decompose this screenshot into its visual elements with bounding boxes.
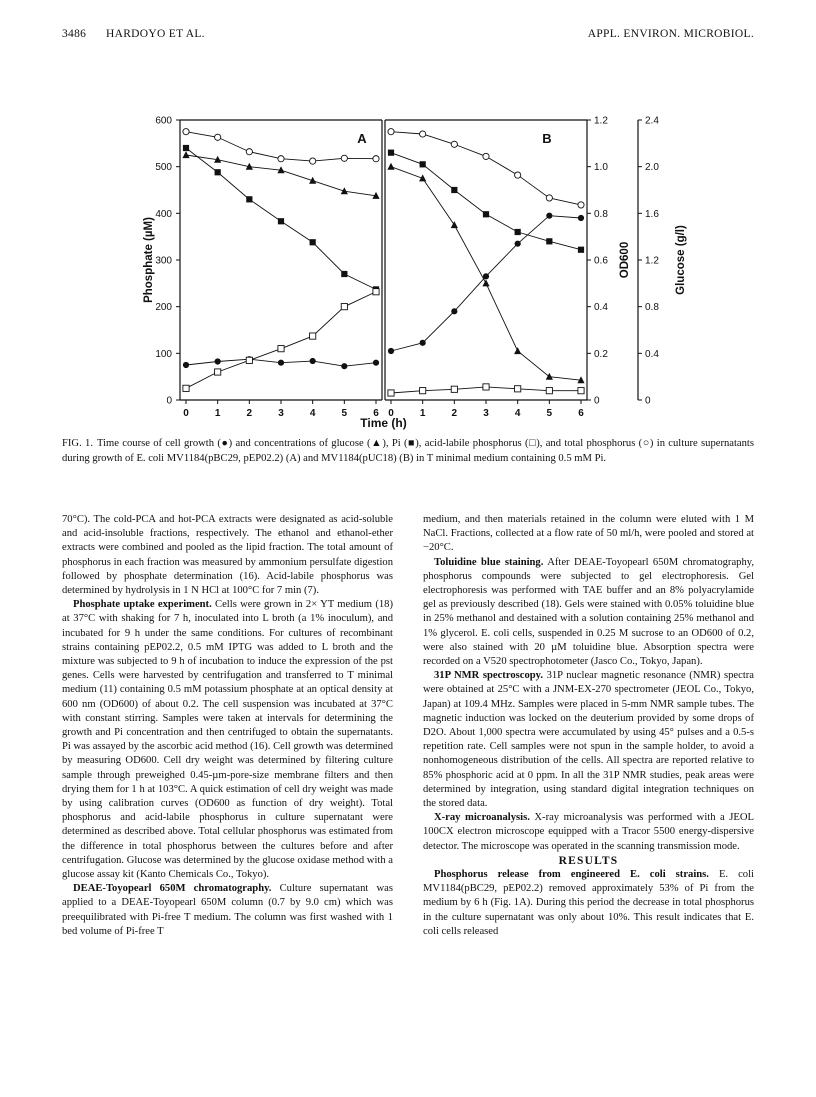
paragraph-text: medium, and then materials retained in the column were eluted with 1 M NaCl. Fractions, collected at a flow rate of 50 ml/h, were pooled and stored at −20°C. bbox=[423, 514, 754, 554]
caption-label: FIG. 1. bbox=[62, 438, 93, 449]
y-tick-label: 1.2 bbox=[645, 255, 659, 267]
cell-growth-point bbox=[310, 358, 316, 364]
right-column bbox=[423, 513, 754, 939]
total-phosphorus-point bbox=[373, 156, 379, 162]
paragraph bbox=[62, 598, 393, 882]
acid-labile-phosphorus-point bbox=[546, 388, 552, 394]
x-tick-label: 0 bbox=[183, 408, 189, 419]
y-tick-label: 1.2 bbox=[594, 115, 608, 127]
glucose-point bbox=[451, 221, 458, 228]
acid-labile-phosphorus-point bbox=[183, 385, 189, 391]
y-tick-label: 500 bbox=[155, 162, 172, 174]
y-tick-label: 0 bbox=[594, 395, 600, 407]
paragraph-heading: Toluidine blue staining. bbox=[434, 556, 544, 568]
acid-labile-phosphorus-point bbox=[278, 346, 284, 352]
glucose-point bbox=[419, 174, 426, 181]
y-axis-title-glucose: Glucose (g/l) bbox=[675, 225, 687, 295]
pi-point bbox=[183, 145, 189, 151]
paragraph-heading: X-ray microanalysis. bbox=[434, 812, 530, 824]
total-phosphorus-point bbox=[278, 156, 284, 162]
x-tick-label: 2 bbox=[246, 408, 253, 419]
x-tick-label: 4 bbox=[514, 408, 521, 419]
pi-point bbox=[451, 187, 457, 193]
paragraph-text: Cells were grown in 2× YT medium (18) at 37°C with shaking for 7 h, inoculated into L broth (a 1% inoculum), and incubated for 9 h under the same conditions. For cultures of recombinant strains containing pEP02.2, 0.5 mM IPTG was added to L broth and the mixture was subjected to 9 h of incubation to induce the expression of the pst genes. Cells were harvested by centrifugation and transferred to T minimal medium (11) containing 0.5 mM potassium phosphate at an optical density at 600 nm (OD600) of about 0.2. The cell suspension was incubated at 37°C with constant stirring. Samples were taken at intervals for determining the growth and Pi concentration and then centrifuged to obtain the supernatants. Pi was assayed by the ascorbic acid method (16). Cell growth was determined by measuring OD600. Cell dry weight was determined by filtering culture sample through preweighed 0.45-µm-pore-size membrane filters and then drying them for 1 h at 103°C. A quick estimation of cell dry weight was made by using calibration curves (OD600 as function of dry weight). Total phosphorus and acid-labile phosphorus in culture supernatant were determined as described above. Total cellular phosphorus was estimated from the difference in total phosphorus between the cultures before and after centrifugation. Glucose was determined by the glucose oxidase method with a glucose assay kit (Kanto Chemicals Co., Tokyo). bbox=[62, 599, 393, 881]
paragraph bbox=[423, 556, 754, 670]
y-tick-label: 1.0 bbox=[594, 162, 608, 174]
paragraph-text: After DEAE-Toyopearl 650M chromatography, phosphorus compounds were subjected to gel electrophoresis. Gel electrophoresis was performed with TAE buffer and an 8% polyacrylamide gel as previously described (18). Gels were stained with 0.05% toluidine blue in 25% methanol and destained with a solution containing 25% methanol and 1% glycerol. E. coli cells, suspended in 0.25 M sucrose to an OD600 of 0.2, were also stained with 20 µM toluidine blue. Absorption spectra were recorded on a V520 spectrophotometer (Jasco Co., Tokyo, Japan). bbox=[423, 556, 754, 668]
paragraph bbox=[423, 513, 754, 556]
x-tick-label: 5 bbox=[341, 408, 348, 419]
y-tick-label: 0.8 bbox=[645, 302, 659, 314]
total-phosphorus-point bbox=[246, 149, 252, 155]
figure-1-chart bbox=[0, 0, 816, 430]
x-axis-title: Time (h) bbox=[360, 416, 407, 430]
paragraph-text: Culture supernatant was applied to a DEAE-Toyopearl 650M column (0.7 by 9.0 cm) which was preequilibrated with Pi-free T medium. The column was first washed with 1 bed volume of Pi-free T bbox=[62, 883, 393, 937]
acid-labile-phosphorus-point bbox=[515, 386, 521, 392]
cell-growth-point bbox=[515, 241, 521, 247]
left-column bbox=[62, 513, 393, 939]
panel-label-a: A bbox=[357, 131, 367, 146]
x-tick-label: 6 bbox=[373, 408, 379, 419]
y-tick-label: 300 bbox=[155, 255, 172, 267]
cell-growth-point bbox=[546, 213, 552, 219]
y-axis-title-od600: OD600 bbox=[619, 241, 631, 279]
figure-caption bbox=[62, 437, 754, 466]
paragraph-text: E. coli MV1184(pBC29, pEP02.2) removed approximately 53% of Pi from the medium by 6 h (Fig. 1A). During this period the decrease in total phosphorus in the culture supernatant was only about 10%. This result indicates that E. coli cells released bbox=[423, 869, 754, 937]
cell-growth-point bbox=[278, 360, 284, 366]
pi-point bbox=[246, 196, 252, 202]
y-tick-label: 2.0 bbox=[645, 162, 659, 174]
acid-labile-phosphorus-point bbox=[483, 384, 489, 390]
total-phosphorus-point bbox=[451, 141, 457, 147]
total-phosphorus-line bbox=[391, 132, 581, 205]
pi-point bbox=[515, 229, 521, 235]
cell-growth-point bbox=[373, 360, 379, 366]
y-tick-label: 2.4 bbox=[645, 115, 659, 127]
total-phosphorus-point bbox=[546, 195, 552, 201]
paragraph-heading: Phosphate uptake experiment. bbox=[73, 599, 212, 611]
caption-text: Time course of cell growth (●) and concentrations of glucose (▲), Pi (■), acid-labile phosphorus (□), and total phosphorus (○) in culture supernatants during growth of E. coli MV1184(pBC29, pEP02.2) (A) and MV1184(pUC18) (B) in T minimal medium containing 0.5 mM Pi. bbox=[62, 438, 754, 464]
cell-growth-point bbox=[215, 358, 221, 364]
journal-name: APPL. ENVIRON. MICROBIOL. bbox=[587, 28, 754, 40]
paragraph bbox=[423, 811, 754, 854]
total-phosphorus-point bbox=[388, 129, 394, 135]
acid-labile-phosphorus-point bbox=[420, 388, 426, 394]
acid-labile-phosphorus-point bbox=[578, 388, 584, 394]
y-tick-label: 400 bbox=[155, 208, 172, 220]
total-phosphorus-point bbox=[515, 172, 521, 178]
acid-labile-phosphorus-point bbox=[341, 304, 347, 310]
pi-point bbox=[341, 271, 347, 277]
glucose-point bbox=[482, 279, 489, 286]
cell-growth-point bbox=[483, 273, 489, 279]
paragraph bbox=[423, 669, 754, 811]
cell-growth-point bbox=[341, 363, 347, 369]
acid-labile-phosphorus-point bbox=[310, 333, 316, 339]
glucose-point bbox=[546, 373, 553, 380]
y-tick-label: 0 bbox=[166, 395, 172, 407]
y-tick-label: 0.8 bbox=[594, 208, 608, 220]
y-tick-label: 1.6 bbox=[645, 208, 659, 220]
cell-growth-point bbox=[183, 362, 189, 368]
panel-label-b: B bbox=[542, 131, 552, 146]
pi-point bbox=[278, 218, 284, 224]
paragraph-heading: 31P NMR spectroscopy. bbox=[434, 670, 544, 682]
paragraph-text: 31P nuclear magnetic resonance (NMR) spectra were obtained at 25°C with a JNM-EX-270 spectrometer (JEOL Co., Tokyo, Japan) at 109.4 MHz. Samples were placed in 5-mm NMR sample tubes. The magnetic induction was locked on the deuterium provided by some drops of D2O. About 1,000 spectra were accumulated by using 45° pulses and a 0.5-s repetition rate. Cell samples were not spun in the sample holder, to avoid a nonhomogeneous distribution of the cells. All spectra are reported relative to 85% phosphoric acid at 0 ppm. In all the 31P NMR studies, peak areas were determined by integration, using standard digital integration techniques on the stored data. bbox=[423, 670, 754, 810]
y-tick-label: 200 bbox=[155, 302, 172, 314]
y-tick-label: 0 bbox=[645, 395, 651, 407]
acid-labile-phosphorus-point bbox=[373, 289, 379, 295]
y-tick-label: 0.2 bbox=[594, 348, 608, 360]
total-phosphorus-point bbox=[183, 129, 189, 135]
acid-labile-phosphorus-point bbox=[388, 390, 394, 396]
paragraph bbox=[423, 868, 754, 939]
acid-labile-phosphorus-point bbox=[246, 357, 252, 363]
y-tick-label: 0.4 bbox=[645, 348, 659, 360]
pi-point bbox=[483, 211, 489, 217]
paragraph bbox=[62, 882, 393, 939]
pi-point bbox=[420, 161, 426, 167]
glucose-point bbox=[387, 163, 394, 170]
paragraph-text: X-ray microanalysis was performed with a JEOL 100CX electron microscope equipped with a Tracor 5500 energy-dispersive detector. The microscope was operated in the scanning transmission mode. bbox=[423, 812, 754, 852]
x-tick-label: 2 bbox=[451, 408, 458, 419]
pi-point bbox=[388, 150, 394, 156]
total-phosphorus-point bbox=[483, 153, 489, 159]
glucose-point bbox=[182, 151, 189, 158]
pi-point bbox=[546, 238, 552, 244]
paragraph-heading: Phosphorus release from engineered E. coli strains. bbox=[434, 869, 709, 881]
cell-growth-point bbox=[388, 348, 394, 354]
y-tick-label: 600 bbox=[155, 115, 172, 127]
total-phosphorus-point bbox=[578, 202, 584, 208]
running-authors: HARDOYO ET AL. bbox=[106, 28, 205, 40]
total-phosphorus-point bbox=[310, 158, 316, 164]
cell-growth-point bbox=[451, 308, 457, 314]
pi-point bbox=[215, 169, 221, 175]
x-tick-label: 5 bbox=[546, 408, 553, 419]
x-tick-label: 0 bbox=[388, 408, 394, 419]
pi-point bbox=[578, 247, 584, 253]
paragraph-heading: DEAE-Toyopearl 650M chromatography. bbox=[73, 883, 272, 895]
y-tick-label: 100 bbox=[155, 348, 172, 360]
y-tick-label: 0.6 bbox=[594, 255, 608, 267]
section-heading-results: RESULTS bbox=[558, 854, 619, 867]
total-phosphorus-point bbox=[215, 134, 221, 140]
y-tick-label: 0.4 bbox=[594, 302, 608, 314]
page-number: 3486 bbox=[62, 28, 87, 40]
paragraph-text: 70°C). The cold-PCA and hot-PCA extracts were designated as acid-soluble and acid-insoluble fractions, respectively. The ethanol and ethanol-ether extracts were combined and pooled as the lipid fraction. The total amount of phosphorus in each fraction was measured by ammonium persulfate digestion followed by phosphate determination (16). Acid-labile phosphorus was determined by hydrolysis in 1 N HCl at 100°C for 7 min (7). bbox=[62, 514, 393, 597]
pi-point bbox=[310, 239, 316, 245]
glucose-point bbox=[514, 347, 521, 354]
x-tick-label: 3 bbox=[483, 408, 489, 419]
paragraph bbox=[62, 513, 393, 598]
x-tick-label: 4 bbox=[309, 408, 316, 419]
total-phosphorus-point bbox=[420, 131, 426, 137]
cell-growth-point bbox=[578, 215, 584, 221]
total-phosphorus-point bbox=[341, 155, 347, 161]
Pi-line bbox=[391, 153, 581, 250]
y-axis-title-phosphate: Phosphate (µM) bbox=[143, 217, 155, 303]
x-tick-label: 1 bbox=[419, 408, 426, 419]
cell-growth-point bbox=[420, 340, 426, 346]
acid-labile-phosphorus-point bbox=[215, 369, 221, 375]
x-tick-label: 6 bbox=[578, 408, 584, 419]
x-tick-label: 3 bbox=[278, 408, 284, 419]
acid-labile-phosphorus-point bbox=[451, 386, 457, 392]
x-tick-label: 1 bbox=[214, 408, 221, 419]
